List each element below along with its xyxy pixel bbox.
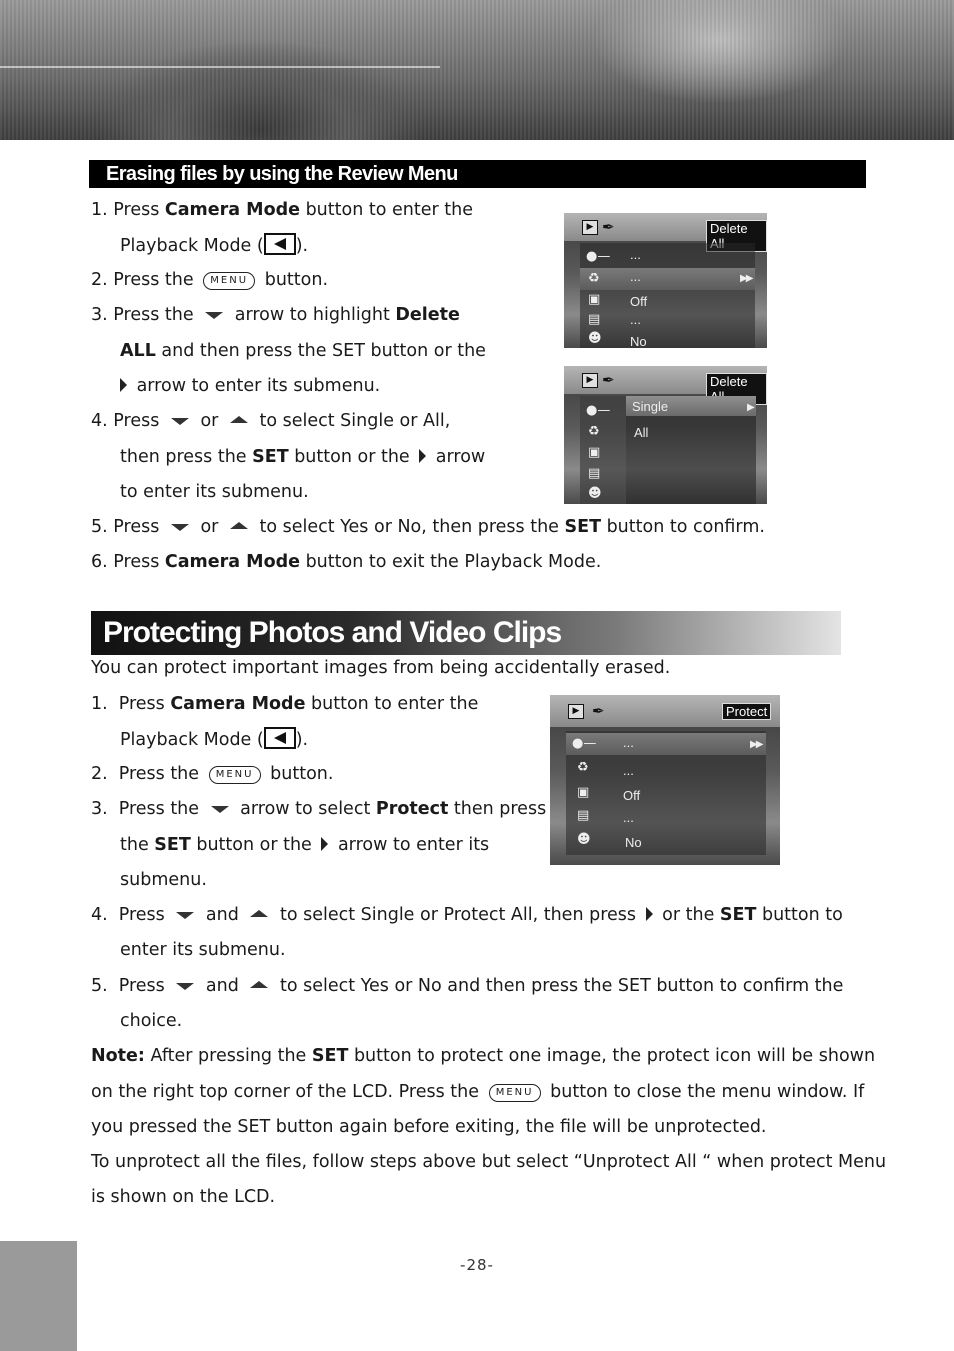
lcd-row-print-value: ... [623,810,634,825]
note-line5: is shown on the LCD. [91,1187,276,1207]
step6: 6. Press Camera Mode button to exit the Playback Mode. [91,552,602,572]
step4-line1: 4. Press or to select Single or All, [91,411,451,431]
down-arrow-icon [176,912,194,919]
step4-line2: then press the SET button or the arrow [120,447,486,467]
down-arrow-icon [171,418,189,425]
step2: 2. Press the MENU button. [91,270,329,290]
startup-image-icon: ☻ [577,832,591,847]
right-arrow-icon [321,837,328,851]
lcd-menu-tag: Delete [706,373,767,405]
lcd-row-delete-value: ... [623,763,634,778]
menu-button-icon: MENU [209,766,261,784]
lcd-row-protect-value: ... [630,247,641,262]
protect-key-icon: ●— [572,736,597,751]
protect-key-icon: ●— [586,403,611,418]
pstep2: 2. Press the MENU button. [91,764,334,784]
pstep3-line3: submenu. [120,870,207,890]
note-line2: on the right top corner of the LCD. Press the MENU button to close the menu window. If [91,1082,865,1102]
up-arrow-icon [250,910,268,917]
lcd-row-protect-value: ... [623,735,634,750]
playback-mode-icon: ▶ [582,373,598,388]
fast-forward-icon: ▶▶ [750,739,762,750]
lcd-row-startup-value: No [625,835,642,850]
up-arrow-icon [230,522,248,529]
pstep5-line1: 5. Press and to select Yes or No and then press the SET button to confirm the [91,976,844,996]
startup-image-icon: ☻ [588,331,602,346]
pstep1-line2: Playback Mode ( ). [120,727,308,752]
lcd-menu-tag: Delete [706,220,767,252]
pstep4-line2: enter its submenu. [120,940,286,960]
slideshow-icon: ▣ [588,292,601,307]
note-line3: you pressed the SET button again before exiting, the file will be unprotected. [91,1117,767,1137]
setup-icon: ✒ [602,218,615,236]
lcd-row-print-value: ... [630,312,641,327]
pstep3-line2: the SET button or the arrow to enter its [120,835,490,855]
protect-intro: You can protect important images from being accidentally erased. [91,658,671,678]
lcd-row-slideshow-value: Off [623,788,641,803]
down-arrow-icon [205,312,223,319]
lcd-delete-all-submenu [564,366,767,504]
delete-trash-icon: ♻ [588,424,600,439]
note-line4: To unprotect all the files, follow steps above but select “Unprotect All “ when protect Menu [91,1152,887,1172]
slideshow-icon: ▣ [588,445,601,460]
print-icon: ▤ [577,808,590,823]
section-title-erasing: Erasing files by using the Review Menu [89,160,866,188]
right-arrow-icon [646,907,653,921]
setup-icon: ✒ [602,371,615,389]
down-arrow-icon [171,524,189,531]
pstep1-line1: 1. Press Camera Mode button to enter the [91,694,479,714]
step3-line2: ALL and then press the SET button or the [120,341,486,361]
print-icon: ▤ [588,312,601,327]
step3-line3: arrow to enter its submenu. [116,374,380,398]
down-arrow-icon [211,806,229,813]
lcd-row-startup-value: No [630,334,647,348]
lcd-menu-tag: Protect [722,703,771,720]
lcd-option-all: All [634,425,649,440]
down-arrow-icon [176,983,194,990]
playback-mode-icon [264,727,296,749]
menu-button-icon: MENU [203,272,255,290]
menu-button-icon: MENU [489,1084,541,1102]
banner-line [0,66,440,68]
step1-line2: Playback Mode ( ). [120,233,308,258]
up-arrow-icon [250,981,268,988]
step1-line1: 1. Press Camera Mode button to enter the [91,200,473,220]
playback-mode-icon: ▶ [582,220,598,235]
section-title-protecting: Protecting Photos and Video Clips [91,611,841,655]
lcd-delete-all-menu [564,213,767,348]
step4-line3: to enter its submenu. [120,482,309,502]
page-number: -28- [460,1256,494,1274]
pstep5-line2: choice. [120,1011,183,1031]
up-arrow-icon [230,416,248,423]
delete-trash-icon: ♻ [577,760,589,775]
fast-forward-icon: ▶▶ [740,273,752,284]
step5: 5. Press or to select Yes or No, then press the SET button to confirm. [91,517,765,537]
right-arrow-icon [419,449,426,463]
pstep3-line1: 3. Press the arrow to select Protect then press [91,799,547,819]
right-arrow-icon [120,378,127,392]
protect-key-icon: ●— [586,249,611,264]
playback-mode-icon: ▶ [568,704,584,719]
step3-line1: 3. Press the arrow to highlight Delete [91,305,460,325]
slideshow-icon: ▣ [577,785,590,800]
lcd-option-single: Single [632,399,669,414]
lcd-row-delete-value: ... [630,269,641,284]
lcd-protect-menu [550,695,780,865]
startup-image-icon: ☻ [588,486,602,501]
print-icon: ▤ [588,466,601,481]
delete-trash-icon: ♻ [588,271,600,286]
lcd-row-slideshow-value: Off [630,294,648,309]
note-line1: Note: After pressing the SET button to protect one image, the protect icon will be shown [91,1046,876,1066]
setup-icon: ✒ [592,702,605,720]
pstep4-line1: 4. Press and to select Single or Protect All, then press or the SET button to [91,905,843,925]
playback-mode-icon [264,233,296,255]
lcd-highlight-row [580,268,755,290]
right-arrow-icon: ▶ [747,402,753,413]
header-banner [0,0,954,140]
